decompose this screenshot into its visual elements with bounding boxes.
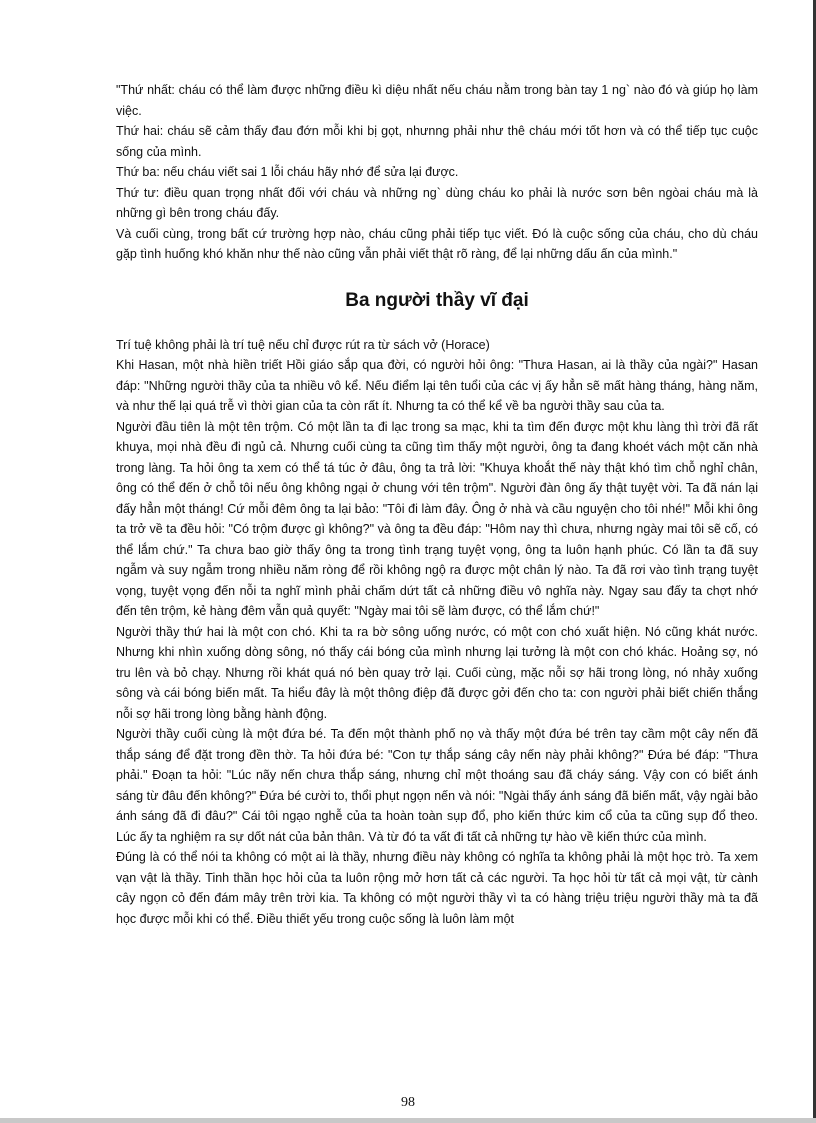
body-paragraph-first-teacher: Người đầu tiên là một tên trộm. Có một lần ta đi lạc trong sa mạc, khi ta tìm đến được một khu làng thì trời đã rất khuya, mọi nhà đều đi ngủ cả. Nhưng cuối cùng ta cũng tìm thấy một người, ông ta đang khoét vách một căn nhà trong làng. Ta hỏi ông ta xem có thể tá túc ở đâu, ông ta trả lời: "Khuya khoắt thế này thật khó tìm chỗ nghỉ chân, ông có thể đến ở chỗ tôi nếu ông không ngại ở chung với tên trộm". Người đàn ông ấy thật tuyệt vời. Ta đã nán lại đấy hẳn một tháng! Cứ mỗi đêm ông ta lại bảo: "Tôi đi làm đây. Ông ở nhà và cầu nguyện cho tôi nhé!" Mỗi khi ông ta trở về ta đều hỏi: "Có trộm được gì không?" và ông ta đều đáp: "Hôm nay thì chưa, nhưng ngày mai tôi sẽ cố, có thể lắm chứ." Ta chưa bao giờ thấy ông ta trong tình trạng tuyệt vọng, ông ta luôn hạnh phúc. Có lần ta đã suy ngẫm và suy ngẫm trong nhiều năm ròng để rồi không ngộ ra được một chân lý nào. Ta đã rơi vào tình trạng tuyệt vọng, tuyệt vọng đến nỗi ta nghĩ mình phải chấm dứt tất cả những điều vô nghĩa này. Ngay sau đấy ta chợt nhớ đến tên trộm, kẻ hàng đêm vẫn quả quyết: "Ngày mai tôi sẽ làm được, có thể lắm chứ!" [116, 419, 758, 618]
letter-paragraph-5: Và cuối cùng, trong bất cứ trường hợp nào, cháu cũng phải tiếp tục viết. Đó là cuộc sống của cháu, cho dù cháu gặp tình huống khó khăn như thế nào cũng vẫn phải viết thật rõ ràng, để lại những dấu ấn của mình." [116, 226, 758, 261]
page-number: 98 [401, 1095, 415, 1110]
letter-paragraph-2: Thứ hai: cháu sẽ cảm thấy đau đớn mỗi khi bị gọt, nhưnng phải như thê cháu mới tốt hơn và có thể tiếp tục cuộc sống của mình. [116, 124, 758, 159]
page-content [116, 80, 758, 929]
letter-paragraph-1: "Thứ nhất: cháu có thể làm được những điều kì diệu nhất nếu cháu nằm trong bàn tay 1 ng` nào đó và giúp họ làm việc. [116, 83, 758, 118]
letter-paragraph-3: Thứ ba: nếu cháu viết sai 1 lỗi cháu hãy nhớ để sửa lại được. [116, 165, 459, 179]
body-paragraph-conclusion: Đúng là có thể nói ta không có một ai là thầy, nhưng điều này không có nghĩa ta không phải là một học trò. Ta xem vạn vật là thầy. Tinh thần học hỏi của ta luôn rộng mở hơn tất cả các người. Ta học hỏi từ tất cả mọi vật, từ cành cây ngọn cỏ đến đám mây trên trời kia. Ta không có một người thầy vì ta có hàng triệu triệu người thầy mà ta đã học được mỗi khi có thể. Điều thiết yếu trong cuộc sống là luôn làm một [116, 850, 758, 926]
body-paragraph-third-teacher: Người thầy cuối cùng là một đứa bé. Ta đến một thành phố nọ và thấy một đứa bé trên tay cầm một cây nến đã thắp sáng để đặt trong đền thờ. Ta hỏi đứa bé: "Con tự thắp sáng cây nến này phải không?" Đứa bé đáp: "Thưa phải." Đoạn ta hỏi: "Lúc nãy nến chưa thắp sáng, nhưng chỉ một thoáng sau đã cháy sáng. Vậy con có biết ánh sáng từ đâu đến không?" Đứa bé cười to, thổi phụt ngọn nến và nói: "Ngài thấy ánh sáng đã biến mất, vậy ngài bảo ánh sáng đã đi đâu?" Cái tôi ngạo nghễ của ta hoàn toàn sụp đổ, pho kiến thức kim cổ của ta cũng sụp đổ theo. Lúc ấy ta nghiệm ra sự dốt nát của bản thân. Và từ đó ta vất đi tất cả những tự hào về kiến thức của mình. [116, 727, 758, 844]
body-paragraph-intro: Khi Hasan, một nhà hiền triết Hồi giáo sắp qua đời, có người hỏi ông: "Thưa Hasan, ai là thầy của ngài?" Hasan đáp: "Những người thầy của ta nhiều vô kể. Nếu điểm lại tên tuổi của các vị ấy hẳn sẽ mất hàng tháng, hàng năm, và như thế lại quá trễ vì thời gian của ta còn rất ít. Nhưng ta có thể kể về ba người thầy sau của ta. [116, 358, 758, 413]
section-title: Ba người thầy vĩ đại [345, 289, 529, 311]
quote-paragraph: Trí tuệ không phải là trí tuệ nếu chỉ được rút ra từ sách vở (Horace) [116, 337, 490, 352]
body-paragraph-second-teacher: Người thầy thứ hai là một con chó. Khi ta ra bờ sông uống nước, có một con chó xuất hiện. Nó cũng khát nước. Nhưng khi nhìn xuống dòng sông, nó thấy cái bóng của mình nhưng lại tưởng là một con chó khác. Hoảng sợ, nó tru lên và bỏ chạy. Nhưng rồi khát quá nó bèn quay trở lại. Cuối cùng, mặc nỗi sợ hãi trong lòng, nó nhảy xuống sông và cái bóng biến mất. Ta hiểu đây là một thông điệp đã được gởi đến cho ta: con người phải biết chiến thắng nỗi sợ hãi trong lòng bằng hành động. [116, 624, 758, 721]
page-bottom-edge [0, 1118, 816, 1123]
letter-paragraph-4: Thứ tư: điều quan trọng nhất đối với cháu và những ng` dùng cháu ko phải là nước sơn bên ngòai cháu mà là những gì bên trong cháu đấy. [116, 185, 758, 220]
